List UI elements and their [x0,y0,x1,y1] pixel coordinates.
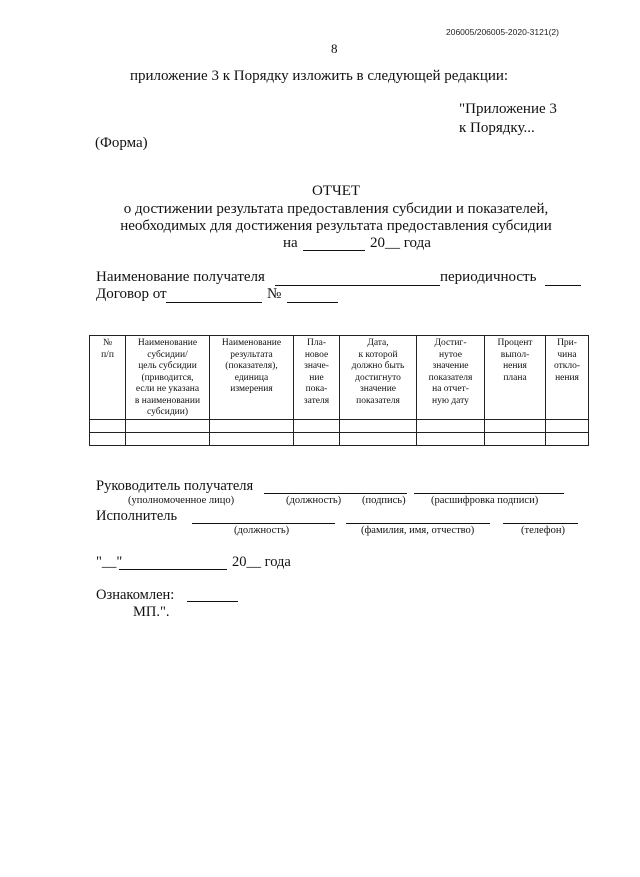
head-decoding-line [414,493,564,494]
caption-signature-decoding: (расшифровка подписи) [431,495,539,506]
header-subsidy-name: Наименование субсидии/ цель субсидии (приводится, если не указана в наименовании субсидии) [126,336,210,420]
date-year: 20__ года [370,235,431,251]
table-row [90,432,589,445]
report-table [89,335,589,446]
report-subtitle-2: необходимых для достижения результата предоставления субсидии [120,218,552,234]
header-number: № п/п [90,336,126,420]
acquainted-label: Ознакомлен: [96,587,175,603]
executor-phone-line [503,523,578,524]
appendix-line-1: "Приложение 3 [459,101,557,117]
stamp-place-label: МП.". [133,604,170,620]
header-planned-value: Пла- новое значе- ние пока- зателя [294,336,340,420]
table-row [90,419,589,432]
date-blank-line [303,250,365,251]
caption-authorized: (уполномоченное лицо) [128,495,235,506]
acquainted-line [187,601,238,602]
recipient-label: Наименование получателя [96,269,265,285]
contract-number-sign: № [267,286,282,302]
periodicity-blank-line [545,285,581,286]
form-label: (Форма) [95,135,148,151]
header-result-name: Наименование результата (показателя), единица измерения [210,336,294,420]
contract-label: Договор от [96,286,167,302]
date-day-month-line [119,569,227,570]
intro-text: приложение 3 к Порядку изложить в следующей редакции: [130,68,509,84]
caption-phone: (телефон) [521,525,565,536]
caption-signature: (подпись) [362,495,406,506]
executor-position-line [192,523,335,524]
caption-position: (должность) [286,495,342,506]
date-quote: "__" [96,554,123,570]
contract-date-line [166,302,262,303]
appendix-line-2: к Порядку... [459,120,535,136]
recipient-blank-line [275,285,440,286]
table-header-row [90,336,589,420]
head-label: Руководитель получателя [96,478,254,494]
head-position-line [264,493,407,494]
date-prefix: на [283,235,298,251]
periodicity-label: периодичность [440,269,537,285]
contract-number-line [287,302,338,303]
caption-position-2: (должность) [234,525,290,536]
header-percent: Процент выпол- нения плана [485,336,546,420]
date-year-2: 20__ года [232,554,291,570]
executor-label: Исполнитель [96,508,178,524]
page-number: 8 [331,41,338,56]
header-deviation-reason: При- чина откло- нения [546,336,589,420]
report-title: ОТЧЕТ [311,183,361,199]
document-id: 206005/206005-2020-3121(2) [446,27,559,37]
report-subtitle-1: о достижении результата предоставления субсидии и показателей, [123,201,549,217]
caption-fio: (фамилия, имя, отчество) [361,525,475,536]
header-target-date: Дата, к которой должно быть достигнуто значение показателя [340,336,417,420]
header-achieved-value: Достиг- нутое значение показателя на отчет- ную дату [417,336,485,420]
executor-fio-line [346,523,490,524]
